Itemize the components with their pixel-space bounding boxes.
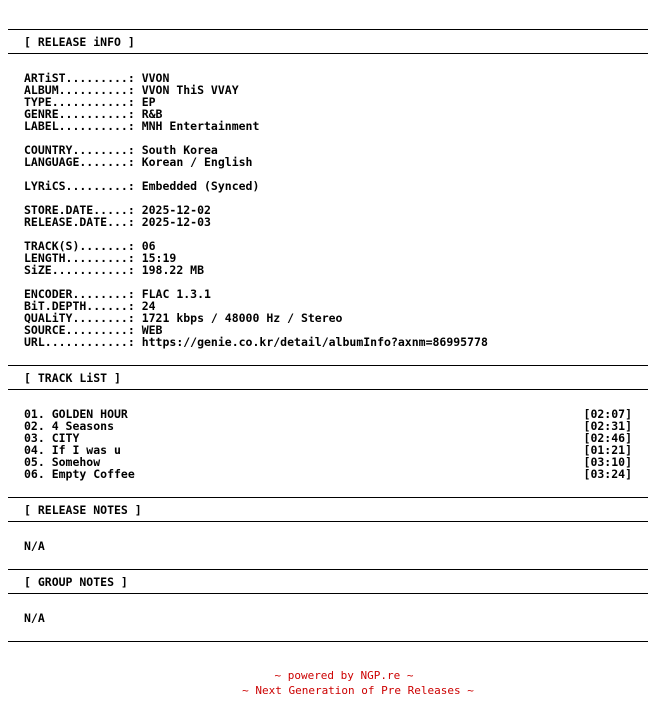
info-language: LANGUAGE.......: Korean / English (24, 155, 253, 169)
footer-tagline: ~ Next Generation of Pre Releases ~ (242, 684, 474, 697)
section-title-release-notes: [ RELEASE NOTES ] (24, 503, 142, 517)
info-source: SOURCE.........: WEB (24, 323, 163, 337)
info-album: ALBUM..........: VVON ThiS VVAY (24, 83, 239, 97)
divider (8, 569, 648, 570)
divider (8, 389, 648, 390)
track-duration: [02:46] (583, 431, 632, 445)
info-size: SiZE...........: 198.22 MB (24, 263, 205, 277)
track-title: 01. GOLDEN HOUR (24, 407, 128, 421)
divider (8, 497, 648, 498)
info-artist: ARTiST.........: VVON (24, 71, 170, 85)
track-title: 05. Somehow (24, 455, 101, 469)
track-title: 03. CITY (24, 431, 80, 445)
divider (8, 521, 648, 522)
info-type: TYPE...........: EP (24, 95, 156, 109)
info-store-date: STORE.DATE.....: 2025-12-02 (24, 203, 211, 217)
track-duration: [03:10] (583, 455, 632, 469)
info-country: COUNTRY........: South Korea (24, 143, 218, 157)
footer-powered-by: ~ powered by NGP.re ~ (274, 669, 414, 682)
track-title: 04. If I was u (24, 443, 121, 457)
section-title-release-info: [ RELEASE iNFO ] (24, 35, 135, 49)
info-label: LABEL..........: MNH Entertainment (24, 119, 260, 133)
divider (8, 641, 648, 642)
track-duration: [02:31] (583, 419, 632, 433)
info-genre: GENRE..........: R&B (24, 107, 163, 121)
track-duration: [03:24] (583, 467, 632, 481)
track-title: 02. 4 Seasons (24, 419, 115, 433)
section-title-track-list: [ TRACK LiST ] (24, 371, 121, 385)
info-quality: QUALiTY........: 1721 kbps / 48000 Hz / Stereo (24, 311, 343, 325)
release-notes-text: N/A (24, 539, 45, 553)
track-duration: [02:07] (583, 407, 632, 421)
info-lyrics: LYRiCS.........: Embedded (Synced) (24, 179, 260, 193)
divider (8, 53, 648, 54)
info-tracks: TRACK(S).......: 06 (24, 239, 156, 253)
track-title: 06. Empty Coffee (24, 467, 135, 481)
info-url[interactable]: URL............: https://genie.co.kr/detail/albumInfo?axnm=86995778 (24, 335, 488, 349)
group-notes-text: N/A (24, 611, 45, 625)
info-encoder: ENCODER........: FLAC 1.3.1 (24, 287, 211, 301)
info-bit-depth: BiT.DEPTH......: 24 (24, 299, 156, 313)
info-release-date: RELEASE.DATE...: 2025-12-03 (24, 215, 211, 229)
divider (8, 593, 648, 594)
divider (8, 29, 648, 30)
divider (8, 365, 648, 366)
info-length: LENGTH.........: 15:19 (24, 251, 177, 265)
track-duration: [01:21] (583, 443, 632, 457)
section-title-group-notes: [ GROUP NOTES ] (24, 575, 128, 589)
